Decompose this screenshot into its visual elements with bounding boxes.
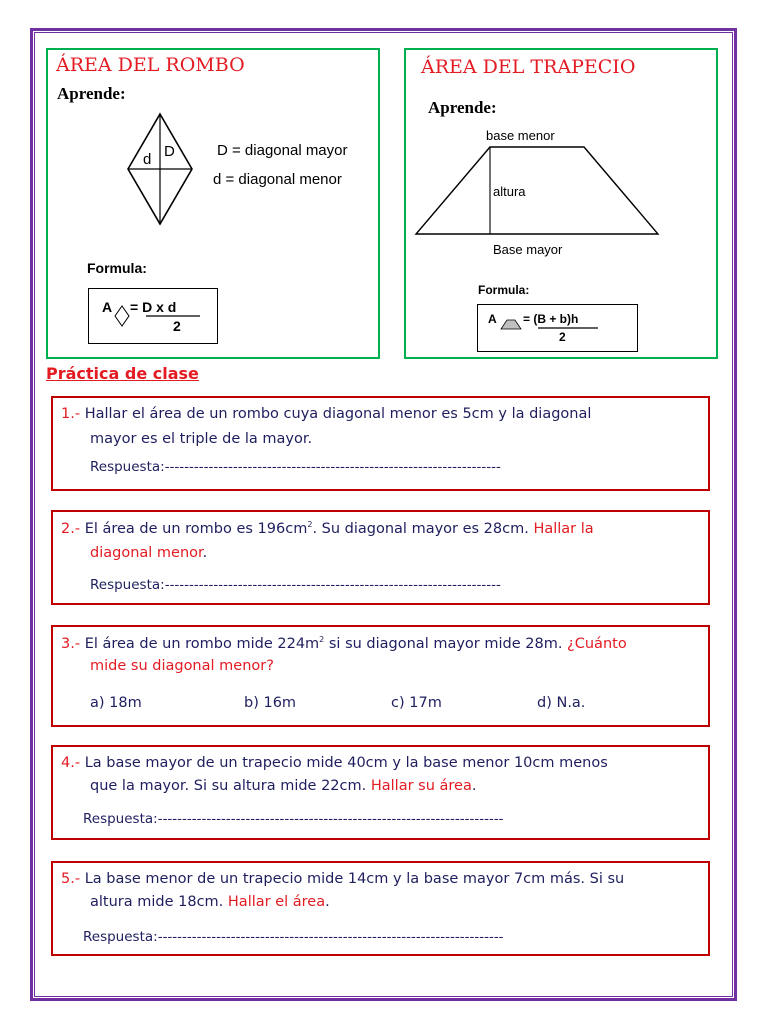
rhombus-diagram	[120, 108, 210, 230]
question-2-text-1b: . Su diagonal mayor es 28cm.	[312, 521, 529, 537]
rombo-formula-denominator: 2	[173, 318, 181, 334]
question-1-text-2: mayor es el triple de la mayor.	[90, 431, 313, 447]
question-5-number: 5.-	[61, 871, 81, 887]
question-4-text-2c: .	[471, 778, 477, 794]
trapecio-fraction-bar	[538, 326, 600, 330]
question-5-text-2a: altura mide 18cm.	[90, 894, 224, 910]
question-5-line-2	[90, 894, 330, 910]
question-2-box	[51, 510, 710, 605]
question-4-text-2b: Hallar su área	[370, 778, 472, 794]
question-4-number: 4.-	[61, 755, 81, 771]
question-3-option-c[interactable]: c) 17m	[391, 695, 442, 711]
question-3-line-1	[61, 635, 627, 652]
question-3-superscript: 2	[319, 635, 325, 644]
question-5-line-1	[61, 871, 624, 887]
question-2-text-2b: .	[202, 545, 208, 561]
question-1-box	[51, 396, 710, 491]
trapecio-formula-A: A	[488, 312, 497, 326]
trapezoid-diagram	[412, 140, 662, 240]
question-4-box	[51, 745, 710, 840]
trapecio-title: ÁREA DEL TRAPECIO	[421, 56, 636, 78]
question-3-option-a[interactable]: a) 18m	[90, 695, 142, 711]
question-4-text-1: La base mayor de un trapecio mide 40cm y la base menor 10cm menos	[84, 755, 608, 771]
trapecio-altura: altura	[493, 184, 526, 199]
question-1-text-1: Hallar el área de un rombo cuya diagonal menor es 5cm y la diagonal	[84, 406, 592, 422]
question-3-text-1c: ¿Cuánto	[567, 636, 627, 652]
question-2-line-2	[90, 545, 207, 561]
trapezoid-icon	[500, 318, 522, 330]
rombo-title: ÁREA DEL ROMBO	[56, 54, 245, 76]
question-4-text-2a: que la mayor. Si su altura mide 22cm.	[90, 778, 367, 794]
question-4-line-1	[61, 755, 608, 771]
rombo-aprende: Aprende:	[57, 84, 126, 103]
rombo-def-d: d = diagonal menor	[213, 171, 342, 188]
question-5-text-1: La base menor de un trapecio mide 14cm y la base mayor 7cm más. Si su	[84, 871, 625, 887]
question-3-option-b[interactable]: b) 16m	[244, 695, 297, 711]
rombo-formula-A: A	[102, 299, 113, 315]
question-5-answer[interactable]: Respuesta:-----------------------------------------------------------------------	[83, 929, 504, 945]
question-1-answer[interactable]: Respuesta:---------------------------------------------------------------------	[90, 459, 501, 475]
question-2-text-2: diagonal menor	[90, 545, 203, 561]
question-5-text-2b: Hallar el área	[227, 894, 326, 910]
question-1-number: 1.-	[61, 406, 81, 422]
rombo-label-d: d	[143, 151, 152, 168]
question-2-text-1a: El área de un rombo es 196cm	[84, 521, 308, 537]
question-2-line-1	[61, 520, 594, 537]
question-2-answer[interactable]: Respuesta:---------------------------------------------------------------------	[90, 577, 501, 593]
question-2-superscript: 2	[307, 520, 313, 529]
question-2-number: 2.-	[61, 521, 81, 537]
question-1-line-1	[61, 406, 591, 422]
rombo-formula-numerator: = D x d	[130, 299, 177, 315]
question-2-text-1c: Hallar la	[533, 521, 594, 537]
question-3-option-d[interactable]: d) N.a.	[537, 695, 586, 711]
trapecio-formula-denominator: 2	[559, 330, 566, 344]
question-3-text-1a: El área de un rombo mide 224m	[84, 636, 320, 652]
question-5-box	[51, 861, 710, 956]
rhombus-icon	[114, 305, 130, 327]
question-4-line-2	[90, 778, 476, 794]
question-3-box	[51, 625, 710, 727]
rombo-label-D: D	[164, 143, 175, 160]
trapecio-base-menor: base menor	[486, 128, 555, 143]
trapecio-base-mayor: Base mayor	[493, 242, 563, 257]
question-3-text-1b: si su diagonal mayor mide 28m.	[324, 636, 563, 652]
practice-title: Práctica de clase	[46, 364, 199, 383]
trapecio-formula-numerator: = (B + b)h	[523, 312, 579, 326]
trapecio-aprende: Aprende:	[428, 98, 497, 117]
question-3-text-2: mide su diagonal menor?	[90, 658, 274, 674]
question-3-number: 3.-	[61, 636, 81, 652]
rombo-formula-label: Formula:	[87, 260, 147, 276]
question-4-answer[interactable]: Respuesta:-----------------------------------------------------------------------	[83, 811, 504, 827]
rombo-def-D: D = diagonal mayor	[217, 142, 348, 159]
trapecio-formula-label: Formula:	[478, 283, 530, 297]
question-5-text-2c: .	[325, 894, 330, 910]
